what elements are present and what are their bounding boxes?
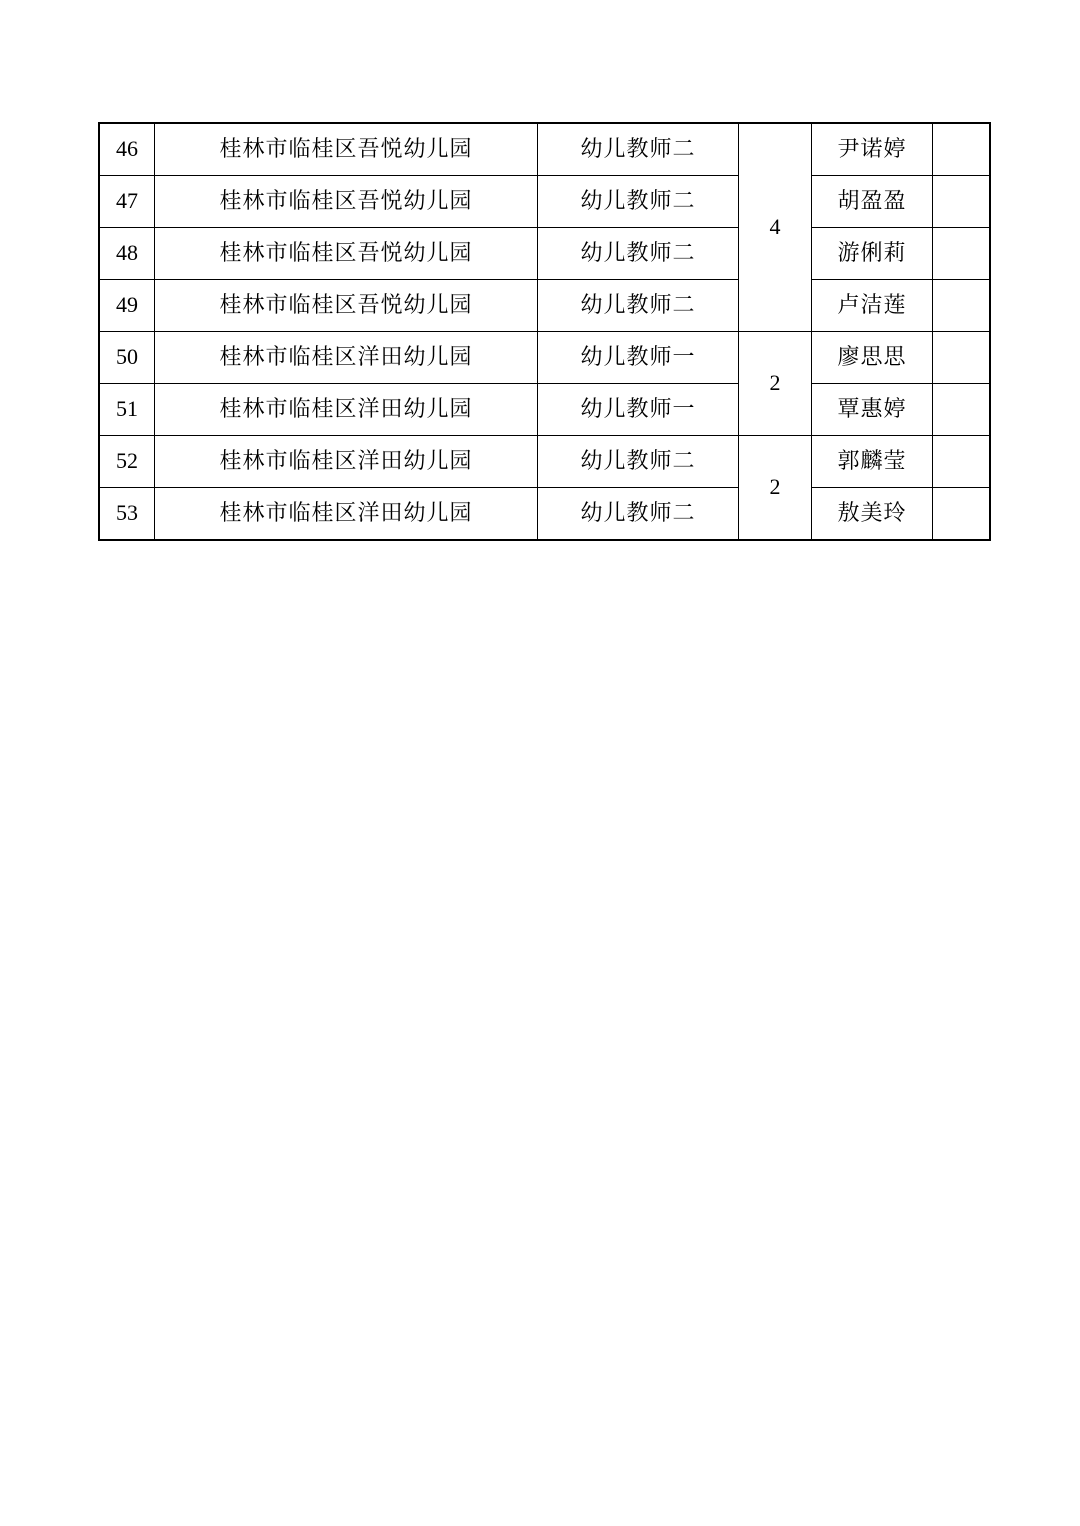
blank-cell (933, 436, 991, 488)
position-cell: 幼儿教师二 (538, 123, 739, 176)
position-cell: 幼儿教师二 (538, 176, 739, 228)
blank-cell (933, 384, 991, 436)
candidate-name-cell: 胡盈盈 (812, 176, 933, 228)
employer-cell: 桂林市临桂区洋田幼儿园 (155, 436, 538, 488)
table-row (99, 176, 990, 228)
employer-cell: 桂林市临桂区吾悦幼儿园 (155, 123, 538, 176)
row-index-cell: 51 (99, 384, 155, 436)
candidate-name-cell: 廖思思 (812, 332, 933, 384)
position-cell: 幼儿教师一 (538, 384, 739, 436)
blank-cell (933, 332, 991, 384)
blank-cell (933, 228, 991, 280)
position-cell: 幼儿教师二 (538, 488, 739, 541)
headcount-cell: 2 (739, 436, 812, 541)
candidate-name-cell: 敖美玲 (812, 488, 933, 541)
table-body (99, 123, 990, 540)
position-cell: 幼儿教师二 (538, 280, 739, 332)
blank-cell (933, 280, 991, 332)
candidate-name-cell: 游俐莉 (812, 228, 933, 280)
table-row (99, 280, 990, 332)
candidate-name-cell: 覃惠婷 (812, 384, 933, 436)
position-cell: 幼儿教师二 (538, 228, 739, 280)
row-index-cell: 46 (99, 123, 155, 176)
employer-cell: 桂林市临桂区洋田幼儿园 (155, 384, 538, 436)
table-row (99, 488, 990, 541)
row-index-cell: 50 (99, 332, 155, 384)
table-row (99, 436, 990, 488)
row-index-cell: 48 (99, 228, 155, 280)
employer-cell: 桂林市临桂区吾悦幼儿园 (155, 228, 538, 280)
row-index-cell: 53 (99, 488, 155, 541)
candidate-name-cell: 卢洁莲 (812, 280, 933, 332)
employer-cell: 桂林市临桂区洋田幼儿园 (155, 332, 538, 384)
table-row (99, 332, 990, 384)
candidate-name-cell: 郭麟莹 (812, 436, 933, 488)
candidate-name-cell: 尹诺婷 (812, 123, 933, 176)
row-index-cell: 52 (99, 436, 155, 488)
table-row (99, 228, 990, 280)
employer-cell: 桂林市临桂区吾悦幼儿园 (155, 176, 538, 228)
position-cell: 幼儿教师一 (538, 332, 739, 384)
table-row (99, 384, 990, 436)
recruitment-roster-table (98, 122, 991, 541)
row-index-cell: 47 (99, 176, 155, 228)
headcount-cell: 2 (739, 332, 812, 436)
employer-cell: 桂林市临桂区洋田幼儿园 (155, 488, 538, 541)
headcount-cell: 4 (739, 123, 812, 332)
position-cell: 幼儿教师二 (538, 436, 739, 488)
employer-cell: 桂林市临桂区吾悦幼儿园 (155, 280, 538, 332)
table-row (99, 123, 990, 176)
blank-cell (933, 123, 991, 176)
row-index-cell: 49 (99, 280, 155, 332)
blank-cell (933, 488, 991, 541)
blank-cell (933, 176, 991, 228)
